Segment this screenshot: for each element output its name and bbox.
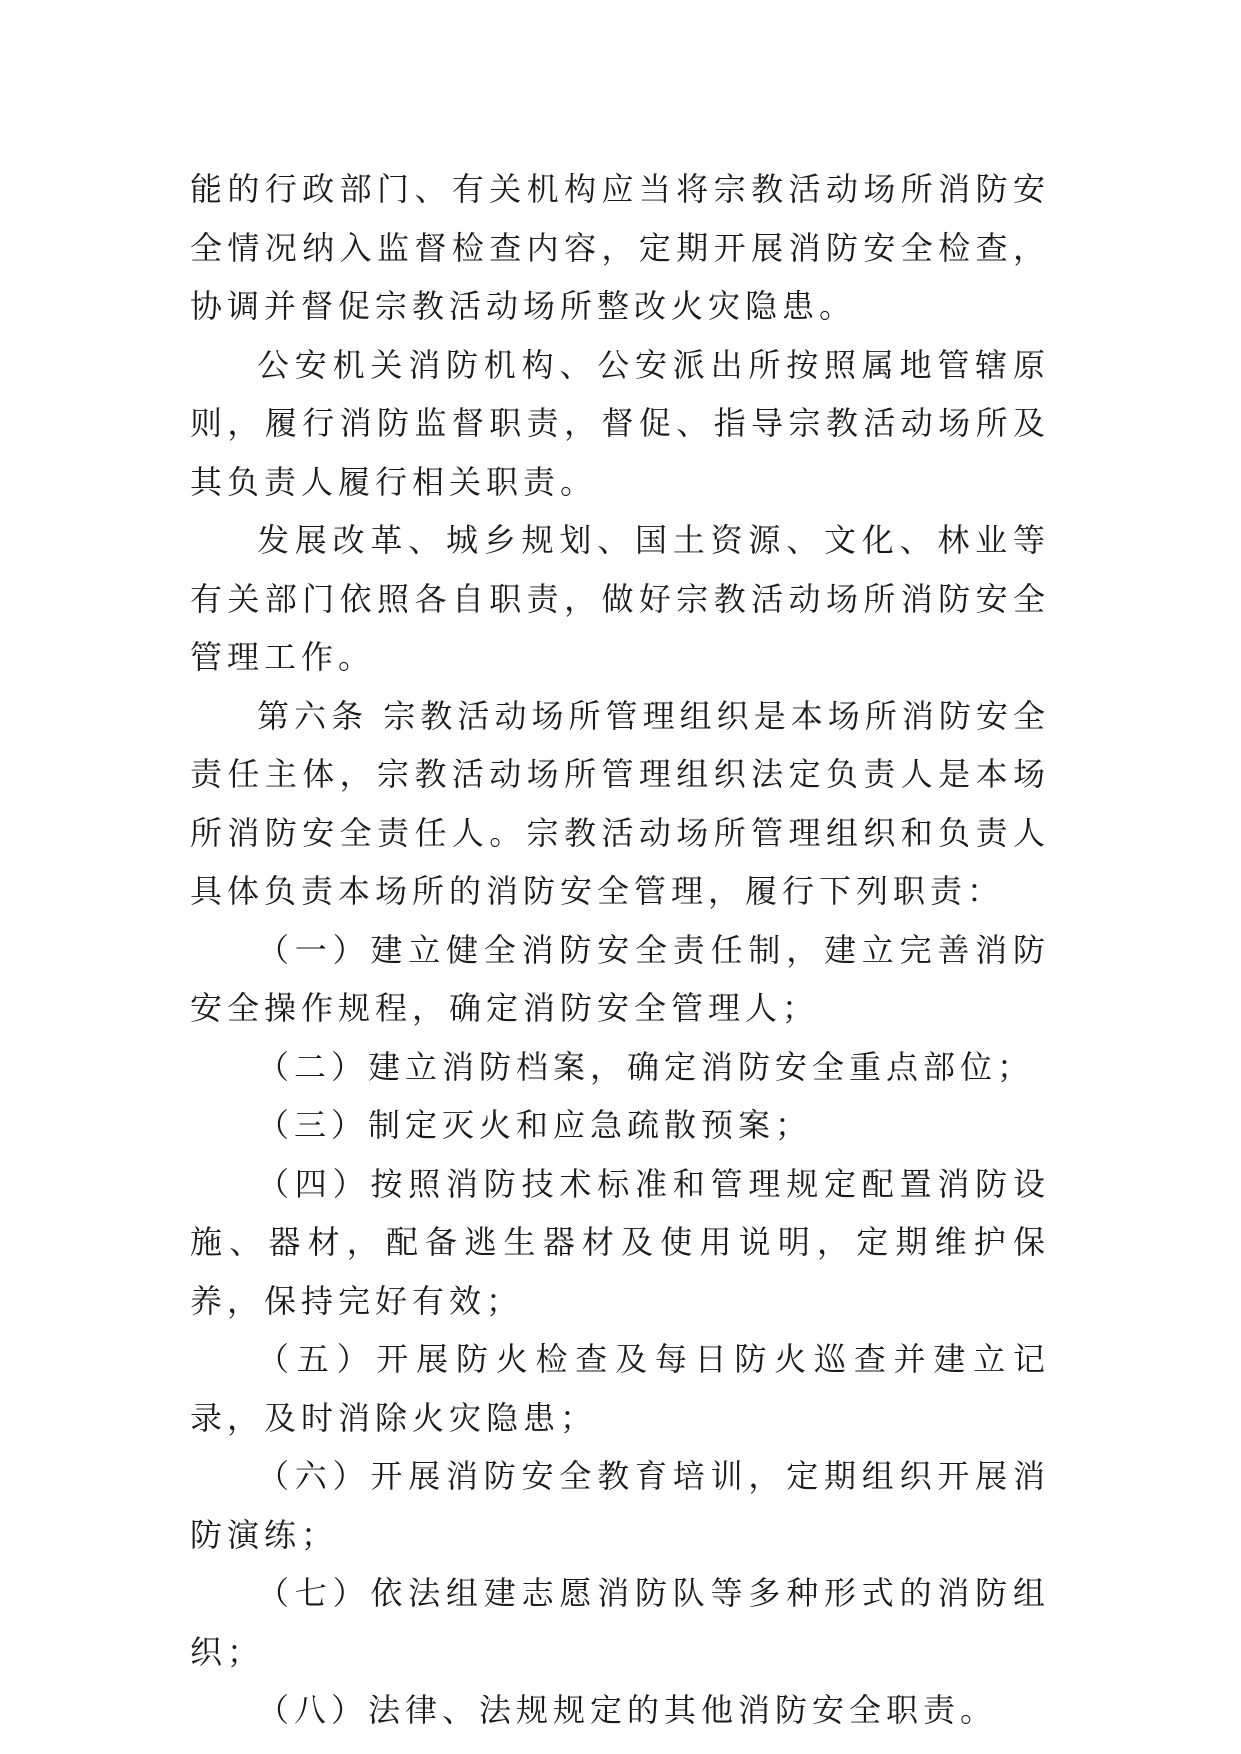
list-item-4: （四）按照消防技术标准和管理规定配置消防设施、器材，配备逃生器材及使用说明，定期维护保养，保持完好有效； [190,1164,1050,1320]
paragraph-departments: 发展改革、城乡规划、国土资源、文化、林业等有关部门依照各自职责，做好宗教活动场所消防安全管理工作。 [190,521,1050,676]
list-item-7: （七）依法组建志愿消防队等多种形式的消防组织； [190,1574,1050,1671]
list-item-2: （二）建立消防档案，确定消防安全重点部位； [257,1047,1035,1086]
list-item-1: （一）建立健全消防安全责任制，建立完善消防安全操作规程，确定消防安全管理人； [190,930,1050,1027]
paragraph-public-security: 公安机关消防机构、公安派出所按照属地管辖原则，履行消防监督职责，督促、指导宗教活动场所及其负责人履行相关职责。 [190,345,1050,501]
list-item-5: （五）开展防火检查及每日防火巡查并建立记录，及时消除火灾隐患； [190,1340,1050,1437]
list-item-8: （八）法律、法规规定的其他消防安全职责。 [257,1691,998,1729]
list-item-3: （三）制定灭火和应急疏散预案； [257,1106,813,1144]
document-page [190,160,1050,1740]
paragraph-article-six: 第六条 宗教活动场所管理组织是本场所消防安全责任主体，宗教活动场所管理组织法定负责人是本场所消防安全责任人。宗教活动场所管理组织和负责人具体负责本场所的消防安全管理，履行下列职责： [190,696,1050,910]
list-item-6: （六）开展消防安全教育培训，定期组织开展消防演练； [190,1457,1050,1554]
paragraph-continuation: 能的行政部门、有关机构应当将宗教活动场所消防安全情况纳入监督检查内容，定期开展消防安全检查，协调并督促宗教活动场所整改火灾隐患。 [190,170,1050,325]
